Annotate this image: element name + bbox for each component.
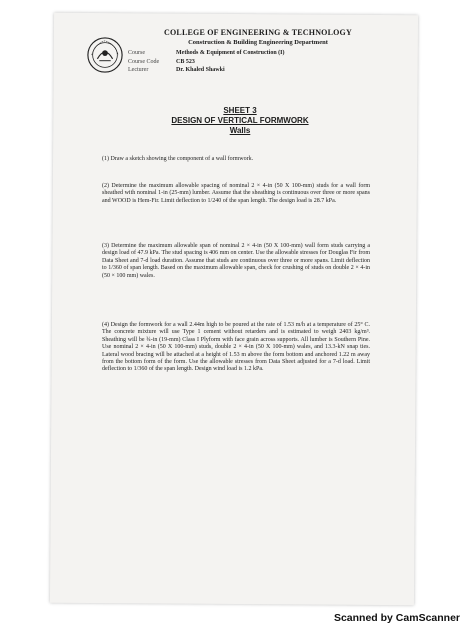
question-1: (1) Draw a sketch showing the component of a wall formwork. [102, 156, 254, 162]
university-seal-icon [86, 36, 124, 74]
course-value: Methods & Equipment of Construction (I) [176, 50, 285, 56]
department-name: Construction & Building Engineering Department [188, 39, 328, 46]
question-2: (2) Determine the maximum allowable spacing of nominal 2 × 4-in (50 X 100-mm) studs for a wall form sheathed with nominal 1-in (25-mm) lumber. Assume that the sheathing is continuous over three or more spans and WOOD is Hem-Fir. Limit deflection to 1/240 of the span length. The design load is 28.7 kPa. [102, 183, 370, 204]
course-label: Course [128, 50, 145, 56]
sheet-number: SHEET 3 [223, 106, 257, 115]
question-3: (3) Determine the maximum allowable span of nominal 2 × 4-in (50 X 100-mm) wall form studs carrying a design load of 47.9 kPa. The stud spacing is 406 mm on center. Use the allowable stresses for Douglas Fir from Data Sheet and 7-d load duration. Assume that studs are continuous over three or more spans. Limit deflection to 1/360 of span length. Based on the maximum allowable span, check for crushing of studs on double 2 × 4-in (50 × 100 mm) wales. [102, 243, 370, 279]
lecturer-label: Lecturer [128, 67, 149, 73]
question-4: (4) Design the formwork for a wall 2.44m high to be poured at the rate of 1.53 m/h at a temperature of 25° C. The concrete mixture will use Type 1 cement without retarders and is estimated to weigh 2403 kg/m³. Sheathing will be ¾-in (19-mm) Class I Plyform with face grain across supports. All lumber is Southern Pine. Use nominal 2 × 4-in (50 X 100-mm) studs, double 2 × 4-in (50 X 100-mm) wales, and 13.3-kN snap ties. Lateral wood bracing will be attached at a height of 1.53 m above the form bottom and anchored 1.22 m away from the bottom form of the form. Use the allowable stresses from Data Sheet adjusted for a 7-d load. Limit deflection to 1/360 of the span length. Design wind load is 1.2 kPa. [102, 322, 370, 373]
sheet-title-block [110, 106, 370, 136]
college-name: COLLEGE OF ENGINEERING & TECHNOLOGY [164, 28, 352, 37]
sheet-title: DESIGN OF VERTICAL FORMWORK [171, 116, 309, 125]
document-header [128, 28, 388, 75]
camscanner-watermark: Scanned by CamScanner [333, 612, 460, 624]
sheet-subtitle: Walls [229, 126, 251, 135]
course-code-value: CB 523 [176, 58, 195, 65]
course-row [128, 49, 388, 58]
course-code-row [128, 58, 388, 67]
document-page [50, 13, 418, 606]
course-code-label: Course Code [128, 58, 160, 65]
lecturer-row [128, 66, 388, 75]
lecturer-value: Dr. Khaled Shawki [176, 67, 225, 73]
